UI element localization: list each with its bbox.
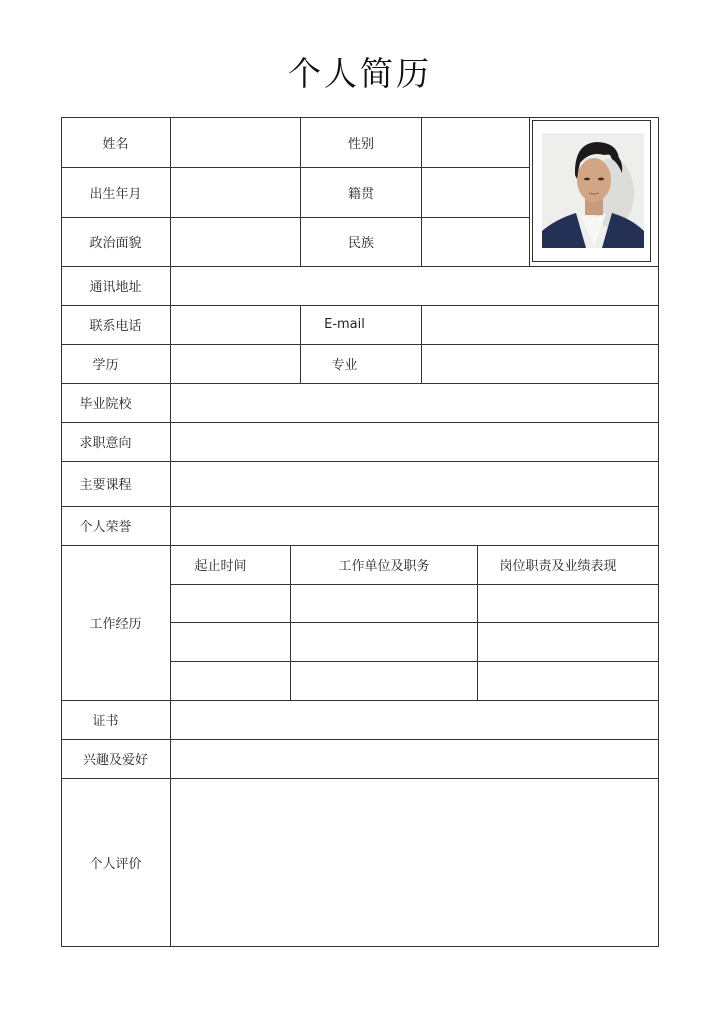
native-place-field[interactable] [422,167,529,217]
label-address: 通讯地址 [89,280,142,295]
work-header-period: 起止时间 [194,559,247,574]
label-education: 学历 [92,358,119,373]
label-self-evaluation: 个人评价 [89,857,142,872]
label-ethnicity: 民族 [347,236,374,251]
birth-field[interactable] [171,167,300,217]
label-email: E-mail [324,317,365,332]
political-status-field[interactable] [171,217,300,266]
school-field[interactable] [171,383,659,422]
profile-photo [542,133,644,248]
label-honors: 个人荣誉 [79,520,132,535]
label-native-place: 籍贯 [347,186,374,202]
hobbies-field[interactable] [171,739,659,778]
label-certificates: 证书 [92,714,119,729]
work-row-1-period[interactable] [171,584,290,622]
work-row-3-employer[interactable] [291,661,477,700]
label-birth: 出生年月 [89,186,142,202]
address-field[interactable] [171,266,659,305]
label-hobbies: 兴趣及爱好 [82,753,148,768]
education-field[interactable] [171,344,300,383]
label-job-intention: 求职意向 [79,436,132,451]
col-divider [529,117,530,266]
label-name: 姓名 [102,136,129,152]
label-school: 毕业院校 [79,397,132,412]
work-row-1-employer[interactable] [291,584,477,622]
work-row-3-duties[interactable] [478,661,659,700]
label-phone: 联系电话 [89,319,142,334]
email-field[interactable] [422,305,659,344]
work-row-1-duties[interactable] [478,584,659,622]
work-header-duties: 岗位职责及业绩表现 [499,559,617,574]
gender-field[interactable] [422,117,529,167]
page-title: 个人简历 [288,54,432,93]
label-political-status: 政治面貌 [89,236,142,251]
self-evaluation-field[interactable] [171,778,659,947]
courses-field[interactable] [171,461,659,506]
work-row-2-duties[interactable] [478,622,659,661]
work-row-3-period[interactable] [171,661,290,700]
label-courses: 主要课程 [79,478,132,493]
portrait-icon [542,133,644,248]
label-major: 专业 [331,358,358,373]
work-header-employer: 工作单位及职务 [338,559,430,574]
phone-field[interactable] [171,305,300,344]
name-field[interactable] [171,117,300,167]
label-work-experience: 工作经历 [89,617,142,632]
job-intention-field[interactable] [171,422,659,461]
work-row-2-employer[interactable] [291,622,477,661]
honors-field[interactable] [171,506,659,545]
label-gender: 性别 [347,136,374,152]
work-row-2-period[interactable] [171,622,290,661]
major-field[interactable] [422,344,659,383]
photo-frame[interactable] [532,120,651,262]
ethnicity-field[interactable] [422,217,529,266]
certificates-field[interactable] [171,700,659,739]
